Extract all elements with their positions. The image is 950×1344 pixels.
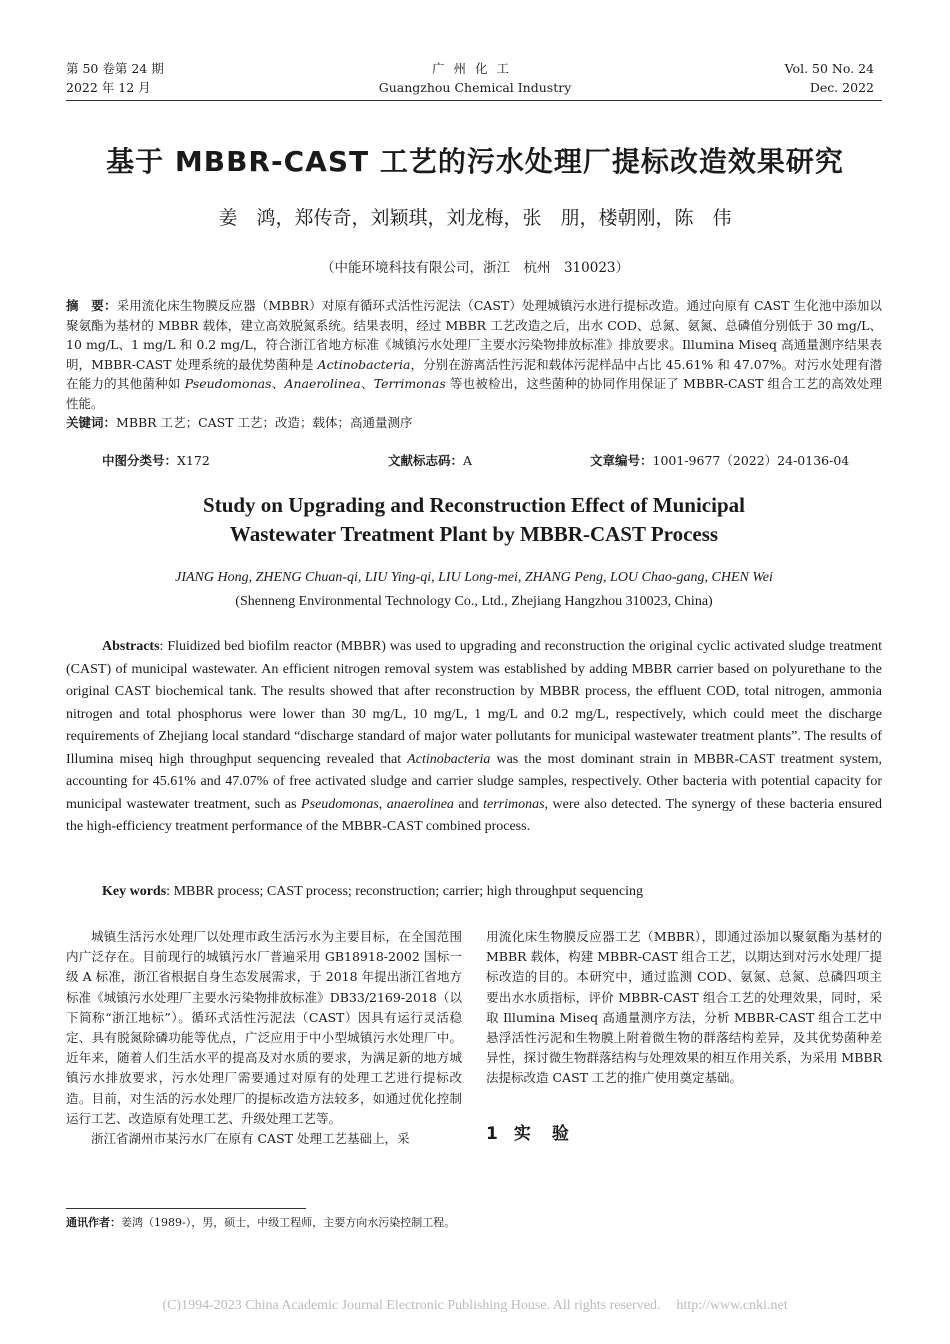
body-left-column [66,927,462,1149]
section-title: 实 验 [513,1124,571,1144]
footnote-rule [66,1208,306,1209]
english-title-line: Study on Upgrading and Reconstruction Effect of Municipal [203,493,745,517]
abstract-label: 摘 要： [66,298,117,313]
doc-label: 文献标志码： [388,453,464,468]
clc-number [102,451,210,469]
abstract-text-1: 采用流化床生物膜反应器（MBBR）对原有循环式活性污泥法（CAST）处理城镇污水进行提标改造。通过向原有 CAST 生化池中添加以聚氨酯为基材的 MBBR 载体，建立高效脱氮系统。结果表明，经过 MBBR 工艺改造之后，出水 COD、总氮、氨氮、总磷值分别低于 30 mg/L、10 mg/L、1 mg/L 和 0.2 mg/L，符合浙江省地方标准《城镇污水处理厂主要水污染物排放标准》排放要求。Illumina Miseq 高通量测序结果表明，MBBR-CAST 处理系统的最优势菌种是 [66,298,882,372]
clc-value: X172 [177,453,210,468]
genus-name: anaerolinea [386,796,454,812]
body-right-column [486,927,882,1089]
chinese-abstract [66,296,882,433]
abstract-text-en-3: , were also detected. The synergy of these bacteria ensured the high-efficiency treatment performance of the MBBR-CAST combined process. [66,796,883,834]
header-center [300,59,650,97]
footnote-text: 姜鸿（1989-），男，硕士，中级工程师，主要方向水污染控制工程。 [121,1216,456,1229]
separator: 、 [271,376,285,391]
separator: , [378,796,387,812]
doc-value: A [463,453,473,468]
genus-name: Actinobacteria [407,751,491,767]
genus-name: Pseudomonas [184,376,272,391]
colon: : [166,884,171,899]
volume-issue-en: Vol. 50 No. 24 [784,61,874,76]
separator: 、 [360,376,374,391]
affiliation: （中能环境科技有限公司，浙江 杭州 310023） [320,260,630,276]
body-paragraph: 城镇生活污水处理厂以处理市政生活污水为主要目标，在全国范围内广泛存在。目前现行的城镇污水厂普遍采用 GB18918-2002 国标一级 A 标准，浙江省根据自身生态发展需求，于 2018 年提出浙江省地方标准《城镇污水处理厂主要水污染物排放标准》DB33/2169-2018（以下简称“浙江地标”）。循环式活性污泥法（CAST）因具有运行灵活稳定、具有脱氮除磷功能等优点，广泛应用于中小型城镇污水处理厂中。近年来，随着人们生活水平的提高及对水质的要求，为满足新的地方城镇污水排放要求，污水处理厂需要通过对原有的处理工艺进行提标改造。目前，对生活的污水处理厂的提标改造方法较多，如通过优化控制运行工艺、改造原有处理工艺、升级处理工艺等。 [66,929,462,1126]
article-label: 文章编号： [590,453,653,468]
keywords-text-en: MBBR process; CAST process; reconstruction; carrier; high throughput sequencing [170,884,643,899]
abstract-text-3: 等也被检出，这些菌种的协同作用保证了 MBBR-CAST 组合工艺的高效处理性能。 [66,376,882,411]
english-affiliation: (Shenneng Environmental Technology Co., Ltd., Zhejiang Hangzhou 310023, China) [235,594,713,609]
genus-name: Anaerolinea [284,376,361,391]
copyright-line [0,1298,950,1314]
journal-name-zh: 广州化工 [431,61,518,76]
footnote-label: 通讯作者： [66,1216,121,1229]
abstract-text-en-2: was the most dominant strain in MBBR-CAST treatment system, accounting for 45.61% and 47.07% of free activated sludge and carrier sludge samples, respectively. Other bacteria with potential capacity for municipal wastewater treatment, such as [66,751,883,812]
clc-label: 中图分类号： [102,453,178,468]
header-right [785,59,874,97]
publication-date: 2022 年 12 月 [66,80,151,95]
article-number [590,451,849,469]
body-paragraph: 用流化床生物膜反应器工艺（MBBR），即通过添加以聚氨酯为基材的 MBBR 载体，构建 MBBR-CAST 组合工艺，以期达到对污水处理厂提标改造的目的。本研究中，通过监测 COD、氨氮、总氮、总磷四项主要出水水质指标，评价 MBBR-CAST 组合工艺的处理效果，同时，采取 Illumina Miseq 高通量测序方法，分析 MBBR-CAST 组合工艺中悬浮活性污泥和生物膜上附着微生物的群落结构差异，及其优势菌种差异性，探讨微生物群落结构与处理效果的相互作用关系，为采用 MBBR 法提标改造 CAST 工艺的推广使用奠定基础。 [486,929,882,1086]
copyright-url: http://www.cnki.net [676,1298,788,1313]
section-heading [486,1119,585,1144]
header-rule [66,100,882,101]
header-left [66,59,164,97]
english-keywords [102,884,882,900]
separator: and [453,796,484,812]
document-code [388,451,472,469]
abstract-text-2: ，分别在游离活性污泥和载体污泥样品中占比 45.61% 和 47.07%。对污水处理有潜在能力的其他菌种如 [66,356,882,391]
author-list: 姜 鸿，郑传奇，刘颖琪，刘龙梅，张 朋，楼朝刚，陈 伟 [218,207,732,229]
publication-date-en: Dec. 2022 [809,80,874,95]
journal-name-en: Guangzhou Chemical Industry [378,80,572,95]
abstract-text-en-1: Fluidized bed biofilm reactor (MBBR) was used to upgrading and reconstruction the original cyclic activated sludge treatment (CAST) of municipal wastewater. An efficient nitrogen removal system was established by adding MBBR carrier based on polyurethane to the original CAST biochemical tank. The results showed that after reconstruction by MBBR process, the effluent COD, total nitrogen, ammonia nitrogen and total phosphorus were lower than 30 mg/L, 10 mg/L, 1 mg/L and 0.2 mg/L, respectively, which could meet the discharge requirements of Zhejiang local standard “discharge standard of major water pollutants for municipal wastewater treatment plants”. The results of Illumina miseq high throughput sequencing revealed that [66,639,882,767]
keywords-line [66,413,882,433]
footnote [66,1214,455,1230]
volume-issue: 第 50 卷第 24 期 [66,61,164,76]
colon: : [159,639,164,654]
copyright-text: (C)1994-2023 China Academic Journal Electronic Publishing House. All rights reserved. [162,1298,661,1313]
genus-name: Pseudomonas [301,796,379,812]
body-paragraph: 浙江省湖州市某污水厂在原有 CAST 处理工艺基础上，采 [91,1131,410,1147]
genus-name: terrimonas [483,796,545,812]
section-number: 1 [486,1124,500,1144]
english-authors: JIANG Hong, ZHENG Chuan-qi, LIU Ying-qi, LIU Long-mei, ZHANG Peng, LOU Chao-gang, CHEN Wei [175,570,773,585]
english-title-line: Wastewater Treatment Plant by MBBR-CAST Process [229,522,719,546]
article-value: 1001-9677（2022）24-0136-04 [652,453,850,468]
keywords-label: 关键词： [66,415,117,430]
keywords-text: MBBR 工艺；CAST 工艺；改造；载体；高通量测序 [116,415,413,430]
english-abstract [66,636,882,839]
genus-name: Actinobacteria [317,356,411,372]
abstract-label-en: Abstracts [102,639,160,654]
genus-name: Terrimonas [373,376,446,391]
keywords-label-en: Key words [102,884,167,899]
english-title [66,491,882,549]
paper-title: 基于 MBBR-CAST 工艺的污水处理厂提标改造效果研究 [106,145,844,178]
